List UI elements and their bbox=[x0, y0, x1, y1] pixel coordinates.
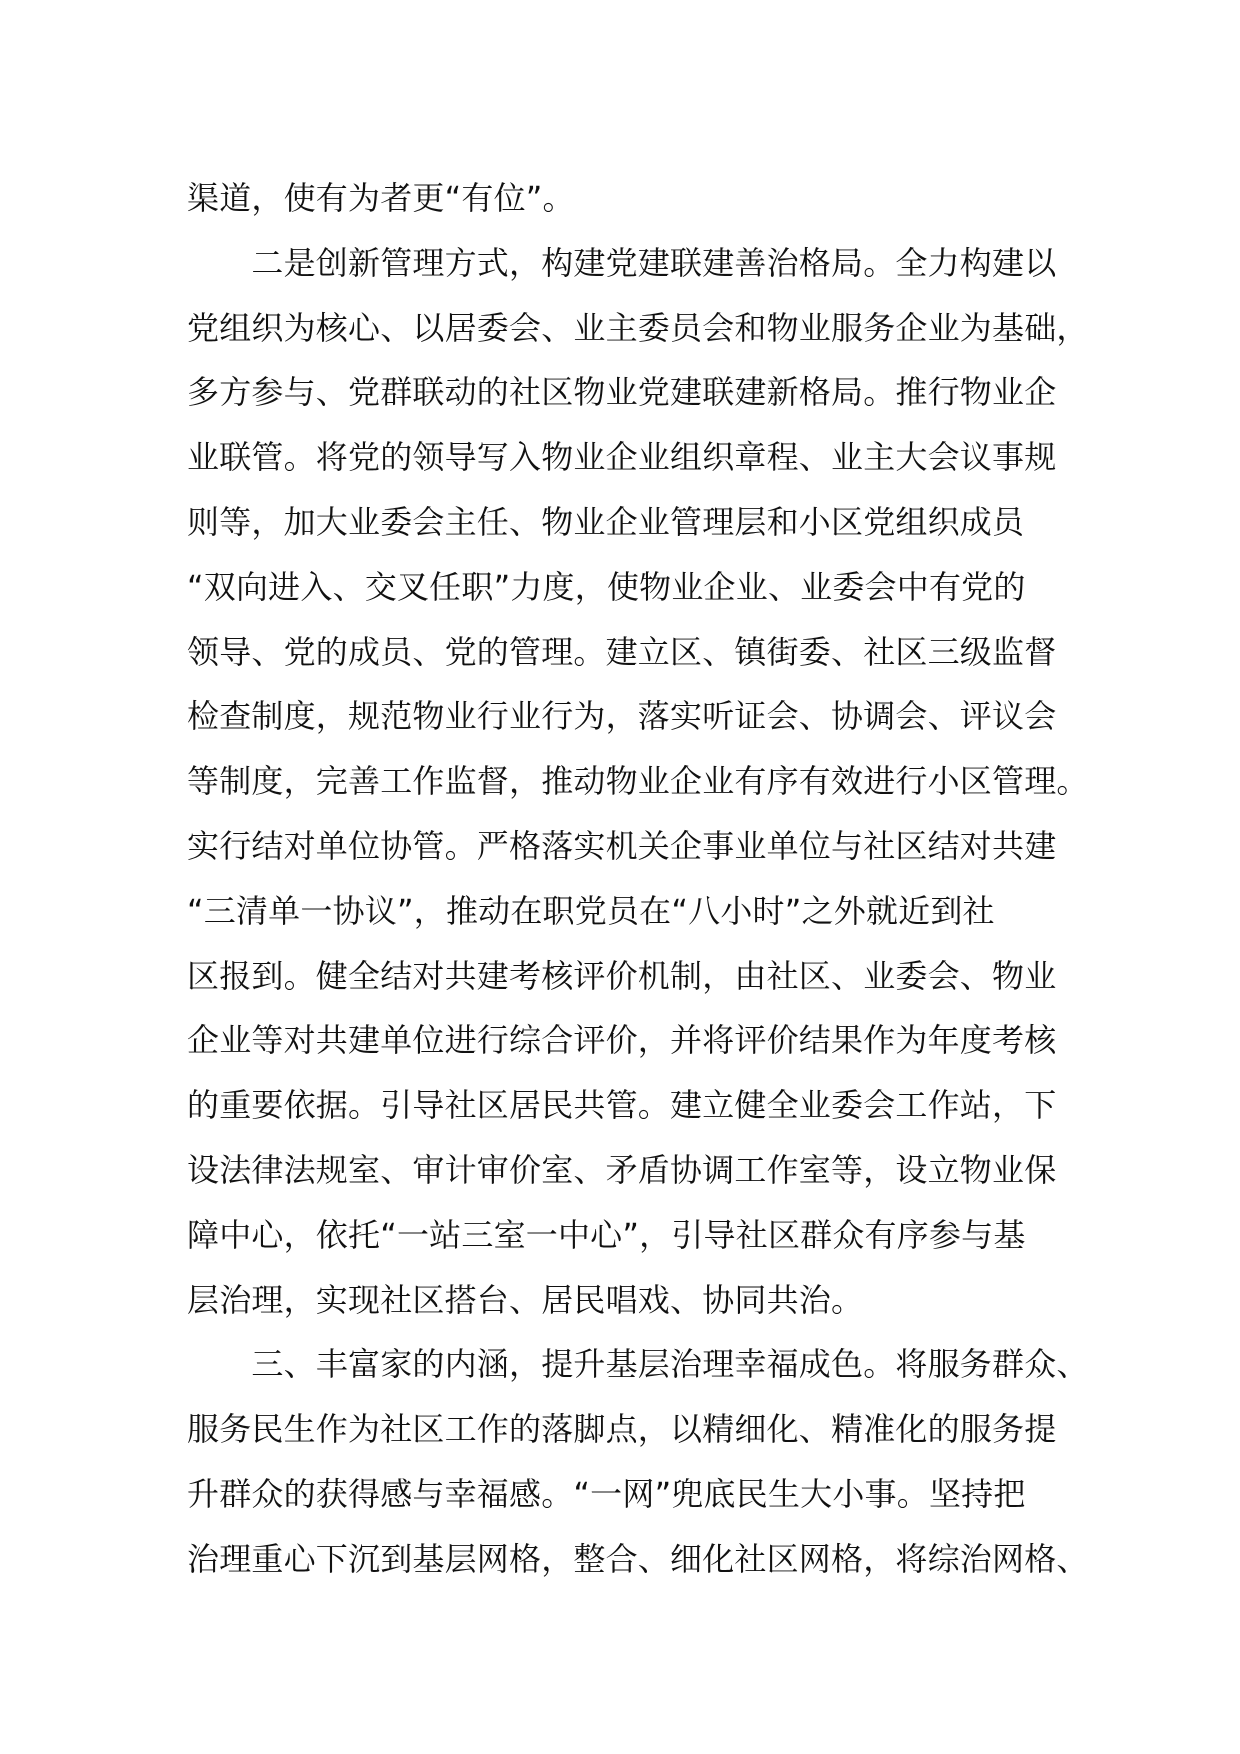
text-line: 服务民生作为社区工作的落脚点，以精细化、精准化的服务提 bbox=[187, 1410, 1057, 1449]
text-line: 领导、党的成员、党的管理。建立区、镇街委、社区三级监督 bbox=[187, 632, 1057, 671]
body-text bbox=[187, 166, 1087, 1592]
text-line: 党组织为核心、以居委会、业主委员会和物业服务企业为基础， bbox=[187, 308, 1089, 347]
text-line: 实行结对单位协管。严格落实机关企事业单位与社区结对共建 bbox=[187, 826, 1057, 865]
text-line: 则等，加大业委会主任、物业企业管理层和小区党组织成员 bbox=[187, 502, 1025, 541]
text-line: 层治理，实现社区搭台、居民唱戏、协同共治。 bbox=[187, 1280, 864, 1319]
text-line: 障中心，依托“一站三室一中心”，引导社区群众有序参与基 bbox=[187, 1215, 1026, 1254]
text-line: 治理重心下沉到基层网格，整合、细化社区网格，将综治网格、 bbox=[187, 1539, 1089, 1578]
text-line: 设法律法规室、审计审价室、矛盾协调工作室等，设立物业保 bbox=[187, 1150, 1057, 1189]
text-line: 等制度，完善工作监督，推动物业企业有序有效进行小区管理。 bbox=[187, 762, 1089, 801]
text-line: 二是创新管理方式，构建党建联建善治格局。全力构建以 bbox=[187, 243, 1057, 282]
text-line: “三清单一协议”，推动在职党员在“八小时”之外就近到社 bbox=[187, 891, 995, 930]
text-line: 渠道，使有为者更“有位”。 bbox=[187, 179, 575, 217]
text-line: 区报到。健全结对共建考核评价机制，由社区、业委会、物业 bbox=[187, 956, 1057, 995]
text-line: 多方参与、党群联动的社区物业党建联建新格局。推行物业企 bbox=[187, 373, 1057, 412]
text-line: 检查制度，规范物业行业行为，落实听证会、协调会、评议会 bbox=[187, 697, 1057, 736]
text-line: 三、丰富家的内涵，提升基层治理幸福成色。将服务群众、 bbox=[187, 1345, 1089, 1384]
text-line: 升群众的获得感与幸福感。“一网”兜底民生大小事。坚持把 bbox=[187, 1474, 1026, 1513]
text-line: 业联管。将党的领导写入物业企业组织章程、业主大会议事规 bbox=[187, 438, 1057, 477]
text-line: 企业等对共建单位进行综合评价，并将评价结果作为年度考核 bbox=[187, 1021, 1057, 1060]
text-line: 的重要依据。引导社区居民共管。建立健全业委会工作站，下 bbox=[187, 1086, 1057, 1125]
text-line: “双向进入、交叉任职”力度，使物业企业、业委会中有党的 bbox=[187, 567, 1026, 606]
